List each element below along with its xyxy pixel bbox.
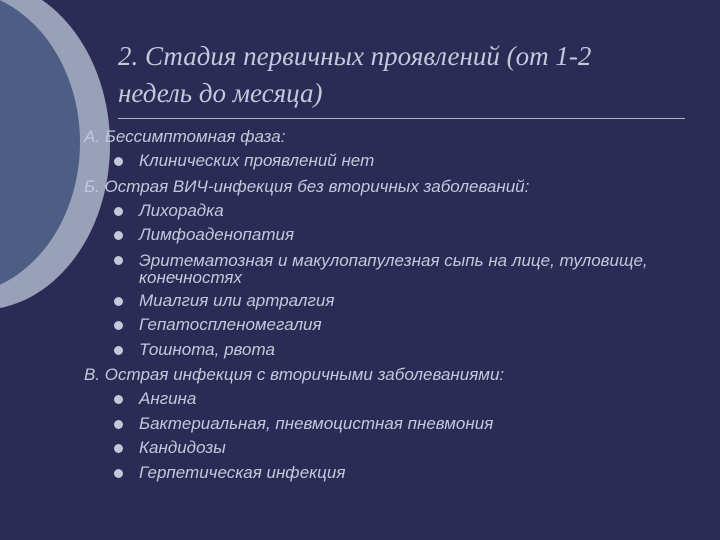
bullet-icon [114, 256, 123, 265]
section-heading-c: В. Острая инфекция с вторичными заболеваниями: [84, 365, 505, 384]
bullet-icon [114, 420, 123, 429]
bullet-icon [114, 444, 123, 453]
slide-content [84, 124, 709, 485]
list-item: Миалгия или артралгия [84, 289, 709, 314]
list-item: Лихорадка [84, 199, 709, 224]
list-item: Ангина [84, 387, 709, 412]
bullet-icon [114, 469, 123, 478]
bullet-icon [114, 207, 123, 216]
list-item: Клинических проявлений нет [84, 149, 709, 174]
list-item: Бактериальная, пневмоцистная пневмония [84, 412, 709, 437]
section-heading-b: Б. Острая ВИЧ-инфекция без вторичных заболеваний: [84, 176, 530, 196]
list-item: Эритематозная и макулопапулезная сыпь на лице, туловище, конечностях [84, 248, 709, 289]
list-item: Лимфоаденопатия [84, 223, 709, 248]
bullet-icon [114, 231, 123, 240]
title-divider [118, 118, 685, 119]
bullet-icon [114, 321, 123, 330]
bullet-icon [114, 297, 123, 306]
list-item: Гепатоспленомегалия [84, 313, 709, 338]
section-heading-a: А. Бессимптомная фаза: [84, 127, 286, 146]
title-line-1: 2. Стадия первичных проявлений (от 1-2 [118, 41, 592, 71]
list-item: Кандидозы [84, 436, 709, 461]
slide-title [118, 38, 708, 112]
title-line-2: недель до месяца) [118, 78, 323, 108]
list-item: Тошнота, рвота [84, 338, 709, 363]
bullet-icon [114, 157, 123, 166]
bullet-icon [114, 346, 123, 355]
bullet-icon [114, 395, 123, 404]
list-item: Герпетическая инфекция [84, 461, 709, 486]
